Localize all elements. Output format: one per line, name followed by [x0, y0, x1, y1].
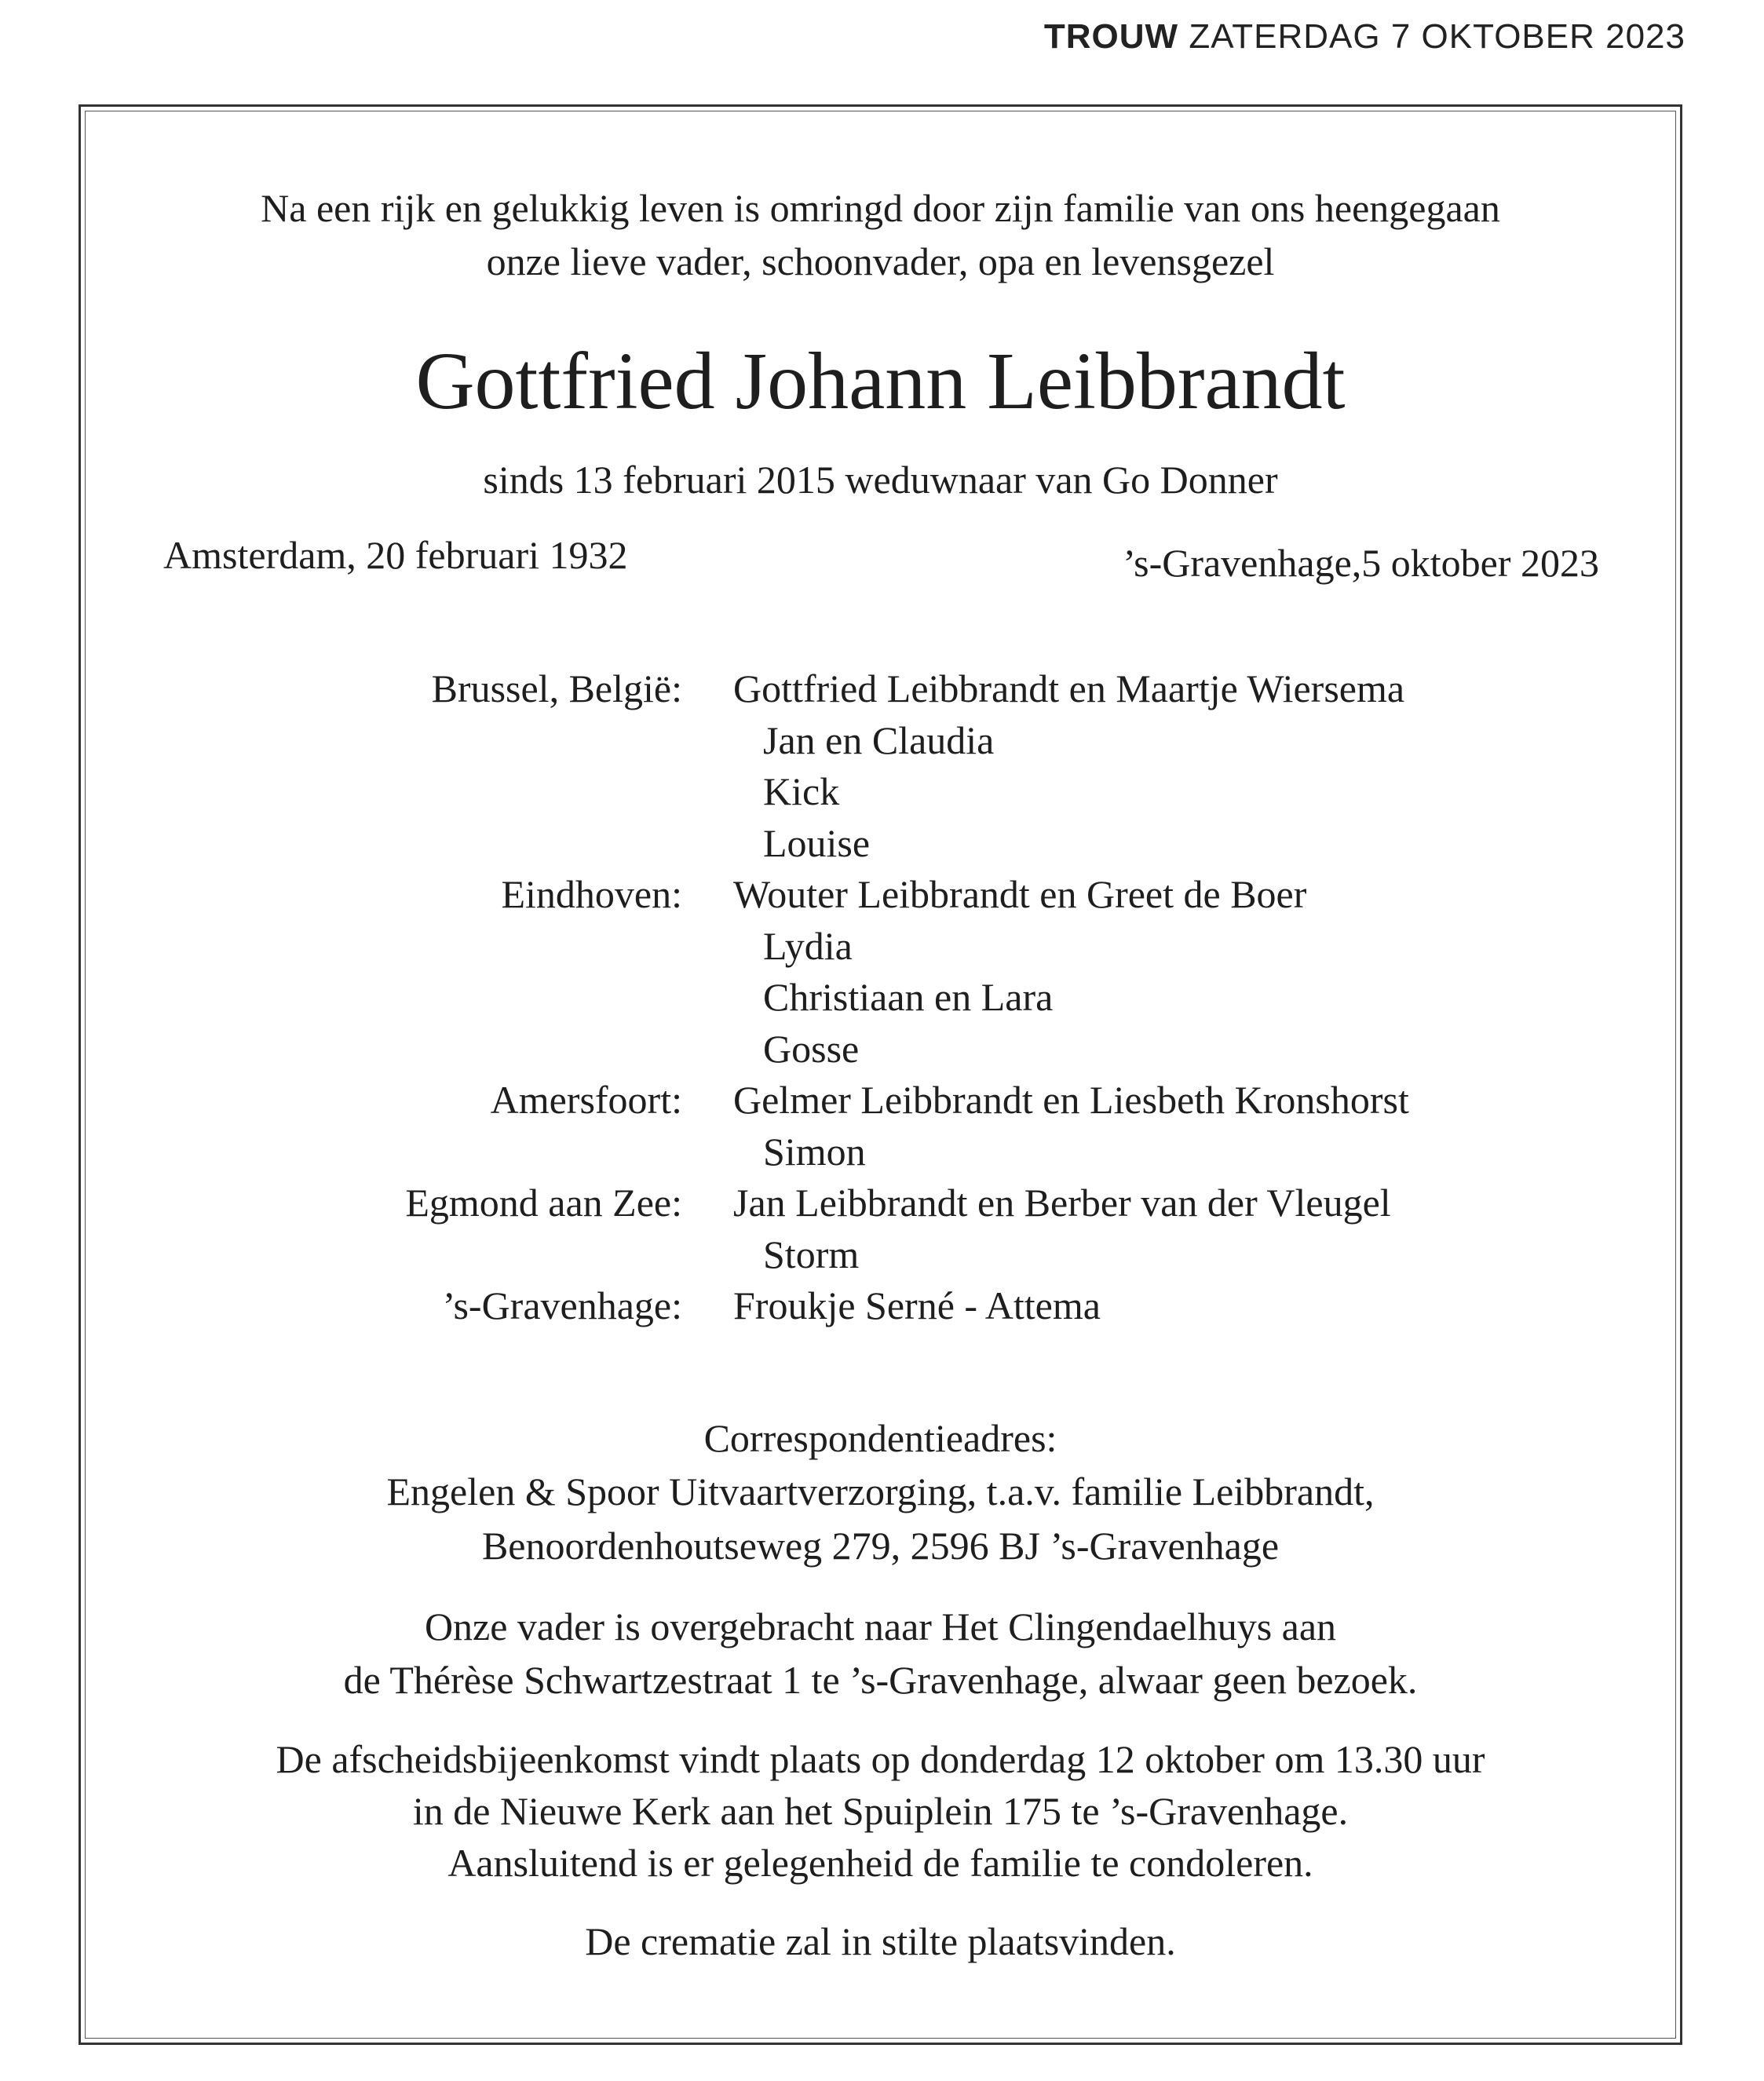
family-place: Amersfoort:	[490, 1078, 682, 1122]
widower-line: sinds 13 februari 2015 weduwnaar van Go Donner	[483, 458, 1278, 502]
family-member: Storm	[763, 1232, 860, 1276]
newspaper-dateline: ZATERDAG 7 OKTOBER 2023	[1189, 17, 1685, 56]
family-place: Egmond aan Zee:	[405, 1181, 682, 1225]
family-row	[0, 1077, 1764, 1129]
farewell-line-3: Aansluitend is er gelegenheid de familie te condoleren.	[447, 1841, 1313, 1885]
family-member: Jan en Claudia	[763, 717, 995, 762]
cremation-line: De crematie zal in stilte plaatsvinden.	[585, 1919, 1176, 1963]
family-member: Lydia	[763, 923, 853, 968]
family-row	[0, 1026, 1764, 1078]
death-place-date: ’s-Gravenhage,5 oktober 2023	[1123, 541, 1599, 585]
family-place: Brussel, België:	[431, 666, 682, 710]
newspaper-masthead	[1044, 17, 1685, 57]
transfer-line-1: Onze vader is overgebracht naar Het Clingendaelhuys aan	[424, 1605, 1337, 1648]
family-row	[0, 1232, 1764, 1283]
family-member: Kick	[763, 769, 840, 813]
family-member: Froukje Serné - Attema	[733, 1283, 1101, 1327]
correspondence-heading: Correspondentieadres:	[703, 1416, 1057, 1460]
family-list	[0, 666, 1764, 1334]
birth-place-date: Amsterdam, 20 februari 1932	[163, 533, 628, 577]
farewell-line-2: in de Nieuwe Kerk aan het Spuiplein 175 te ’s-Gravenhage.	[412, 1789, 1349, 1833]
family-row	[0, 923, 1764, 975]
correspondence-line-1: Engelen & Spoor Uitvaartverzorging, t.a.v. familie Leibbrandt,	[386, 1469, 1375, 1513]
newspaper-name: TROUW	[1043, 17, 1179, 56]
family-member: Louise	[763, 820, 871, 865]
family-member: Gosse	[763, 1026, 860, 1071]
family-place: Eindhoven:	[501, 872, 682, 916]
family-row	[0, 1129, 1764, 1181]
family-row	[0, 974, 1764, 1026]
family-row	[0, 666, 1764, 717]
intro-line-2: onze lieve vader, schoonvader, opa en levensgezel	[486, 239, 1275, 283]
intro-line-1: Na een rijk en gelukkig leven is omringd door zijn familie van ons heengegaan	[261, 186, 1500, 230]
family-row	[0, 1283, 1764, 1334]
family-member: Jan Leibbrandt en Berber van der Vleugel	[733, 1181, 1391, 1225]
family-row	[0, 717, 1764, 769]
transfer-line-2: de Thérèse Schwartzestraat 1 te ’s-Gravenhage, alwaar geen bezoek.	[343, 1658, 1418, 1702]
family-member: Gelmer Leibbrandt en Liesbeth Kronshorst	[733, 1078, 1409, 1122]
family-row	[0, 871, 1764, 923]
farewell-line-1: De afscheidsbijeenkomst vindt plaats op donderdag 12 oktober om 13.30 uur	[276, 1737, 1485, 1781]
family-member: Gottfried Leibbrandt en Maartje Wiersema	[733, 666, 1405, 710]
family-row	[0, 1180, 1764, 1232]
family-row	[0, 769, 1764, 820]
family-place: ’s-Gravenhage:	[442, 1283, 682, 1327]
deceased-name: Gottfried Johann Leibbrandt	[415, 336, 1346, 426]
family-member: Wouter Leibbrandt en Greet de Boer	[733, 872, 1307, 916]
correspondence-line-2: Benoordenhoutseweg 279, 2596 BJ ’s-Gravenhage	[481, 1524, 1280, 1568]
family-row	[0, 820, 1764, 872]
family-member: Christiaan en Lara	[763, 975, 1054, 1019]
family-member: Simon	[763, 1129, 866, 1174]
